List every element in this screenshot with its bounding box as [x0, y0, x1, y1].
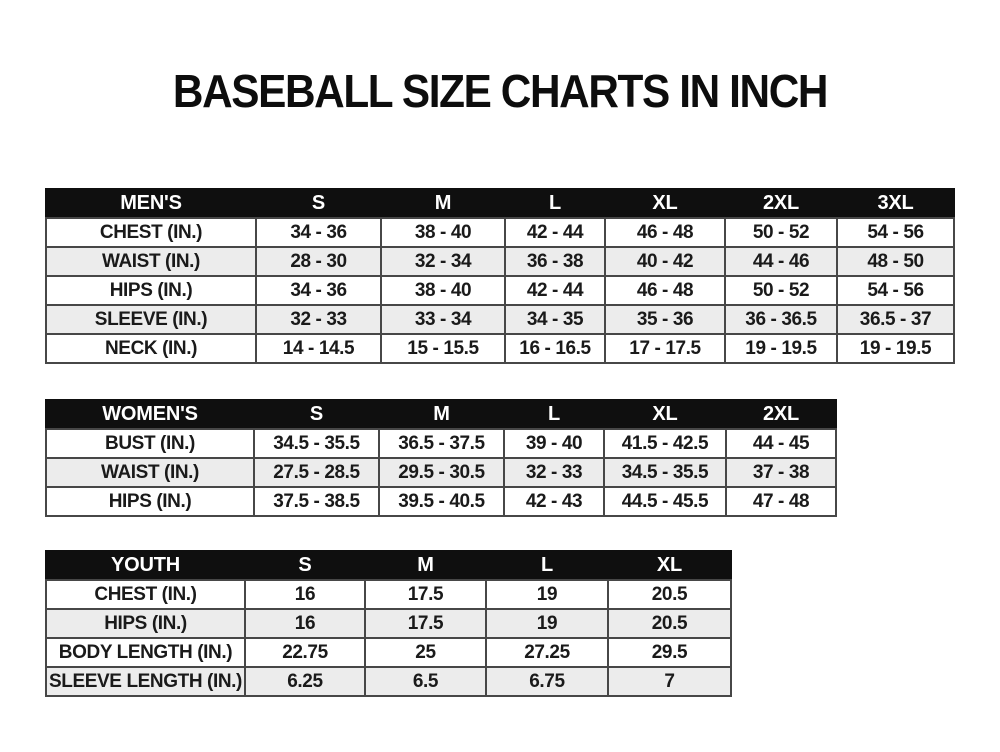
value-cell: 14 - 14.5 — [256, 334, 381, 363]
header-row — [46, 551, 731, 580]
value-cell: 41.5 - 42.5 — [604, 429, 726, 458]
value-cell: 44 - 45 — [726, 429, 836, 458]
value-cell: 16 - 16.5 — [505, 334, 605, 363]
header-row — [46, 189, 954, 218]
value-cell: 42 - 43 — [504, 487, 604, 516]
value-cell: 34 - 36 — [256, 218, 381, 247]
value-cell: 20.5 — [608, 609, 731, 638]
size-header-cell: XL — [604, 400, 726, 429]
value-cell: 44.5 - 45.5 — [604, 487, 726, 516]
size-header-cell: XL — [608, 551, 731, 580]
value-cell: 19 - 19.5 — [837, 334, 954, 363]
row-label: HIPS (IN.) — [46, 487, 254, 516]
row-label: WAIST (IN.) — [46, 247, 256, 276]
group-header-cell: WOMEN'S — [46, 400, 254, 429]
value-cell: 16 — [245, 609, 365, 638]
table-row — [46, 305, 954, 334]
value-cell: 20.5 — [608, 580, 731, 609]
table-row — [46, 218, 954, 247]
row-label: HIPS (IN.) — [46, 609, 245, 638]
row-label: CHEST (IN.) — [46, 580, 245, 609]
row-label: CHEST (IN.) — [46, 218, 256, 247]
value-cell: 19 — [486, 609, 608, 638]
value-cell: 46 - 48 — [605, 218, 725, 247]
value-cell: 34.5 - 35.5 — [254, 429, 379, 458]
table-row — [46, 609, 731, 638]
row-label: BUST (IN.) — [46, 429, 254, 458]
size-header-cell: XL — [605, 189, 725, 218]
size-header-cell: S — [256, 189, 381, 218]
value-cell: 15 - 15.5 — [381, 334, 505, 363]
value-cell: 29.5 - 30.5 — [379, 458, 504, 487]
value-cell: 6.5 — [365, 667, 486, 696]
value-cell: 17.5 — [365, 609, 486, 638]
size-header-cell: M — [365, 551, 486, 580]
row-label: NECK (IN.) — [46, 334, 256, 363]
value-cell: 40 - 42 — [605, 247, 725, 276]
youth-size-table — [45, 550, 732, 697]
value-cell: 19 - 19.5 — [725, 334, 837, 363]
table-row — [46, 276, 954, 305]
size-header-cell: L — [504, 400, 604, 429]
womens-table — [45, 399, 837, 517]
value-cell: 50 - 52 — [725, 218, 837, 247]
value-cell: 36 - 36.5 — [725, 305, 837, 334]
size-header-cell: 3XL — [837, 189, 954, 218]
value-cell: 34 - 36 — [256, 276, 381, 305]
size-header-cell: 2XL — [725, 189, 837, 218]
table-row — [46, 667, 731, 696]
row-label: SLEEVE LENGTH (IN.) — [46, 667, 245, 696]
value-cell: 17.5 — [365, 580, 486, 609]
row-label: BODY LENGTH (IN.) — [46, 638, 245, 667]
value-cell: 50 - 52 — [725, 276, 837, 305]
value-cell: 7 — [608, 667, 731, 696]
size-header-cell: M — [379, 400, 504, 429]
value-cell: 32 - 33 — [256, 305, 381, 334]
table-row — [46, 429, 836, 458]
size-header-cell: 2XL — [726, 400, 836, 429]
mens-table — [45, 188, 955, 364]
value-cell: 46 - 48 — [605, 276, 725, 305]
value-cell: 36 - 38 — [505, 247, 605, 276]
table-row — [46, 458, 836, 487]
table-row — [46, 487, 836, 516]
mens-size-table — [45, 188, 955, 364]
value-cell: 44 - 46 — [725, 247, 837, 276]
row-label: SLEEVE (IN.) — [46, 305, 256, 334]
value-cell: 37 - 38 — [726, 458, 836, 487]
value-cell: 42 - 44 — [505, 218, 605, 247]
value-cell: 29.5 — [608, 638, 731, 667]
size-header-cell: L — [505, 189, 605, 218]
value-cell: 54 - 56 — [837, 218, 954, 247]
value-cell: 39 - 40 — [504, 429, 604, 458]
size-header-cell: M — [381, 189, 505, 218]
header-row — [46, 400, 836, 429]
value-cell: 6.25 — [245, 667, 365, 696]
value-cell: 28 - 30 — [256, 247, 381, 276]
youth-table — [45, 550, 732, 697]
group-header-cell: MEN'S — [46, 189, 256, 218]
value-cell: 6.75 — [486, 667, 608, 696]
size-header-cell: S — [245, 551, 365, 580]
value-cell: 22.75 — [245, 638, 365, 667]
group-header-cell: YOUTH — [46, 551, 245, 580]
row-label: WAIST (IN.) — [46, 458, 254, 487]
value-cell: 42 - 44 — [505, 276, 605, 305]
value-cell: 39.5 - 40.5 — [379, 487, 504, 516]
table-row — [46, 580, 731, 609]
value-cell: 25 — [365, 638, 486, 667]
size-header-cell: S — [254, 400, 379, 429]
value-cell: 38 - 40 — [381, 276, 505, 305]
table-row — [46, 334, 954, 363]
value-cell: 38 - 40 — [381, 218, 505, 247]
value-cell: 34.5 - 35.5 — [604, 458, 726, 487]
page-title: BASEBALL SIZE CHARTS IN INCH — [172, 65, 828, 117]
value-cell: 36.5 - 37 — [837, 305, 954, 334]
value-cell: 27.5 - 28.5 — [254, 458, 379, 487]
value-cell: 32 - 33 — [504, 458, 604, 487]
value-cell: 48 - 50 — [837, 247, 954, 276]
value-cell: 36.5 - 37.5 — [379, 429, 504, 458]
value-cell: 17 - 17.5 — [605, 334, 725, 363]
value-cell: 32 - 34 — [381, 247, 505, 276]
value-cell: 16 — [245, 580, 365, 609]
value-cell: 47 - 48 — [726, 487, 836, 516]
value-cell: 33 - 34 — [381, 305, 505, 334]
value-cell: 34 - 35 — [505, 305, 605, 334]
value-cell: 19 — [486, 580, 608, 609]
table-row — [46, 638, 731, 667]
table-row — [46, 247, 954, 276]
row-label: HIPS (IN.) — [46, 276, 256, 305]
value-cell: 54 - 56 — [837, 276, 954, 305]
size-header-cell: L — [486, 551, 608, 580]
value-cell: 35 - 36 — [605, 305, 725, 334]
womens-size-table — [45, 399, 837, 517]
value-cell: 27.25 — [486, 638, 608, 667]
value-cell: 37.5 - 38.5 — [254, 487, 379, 516]
